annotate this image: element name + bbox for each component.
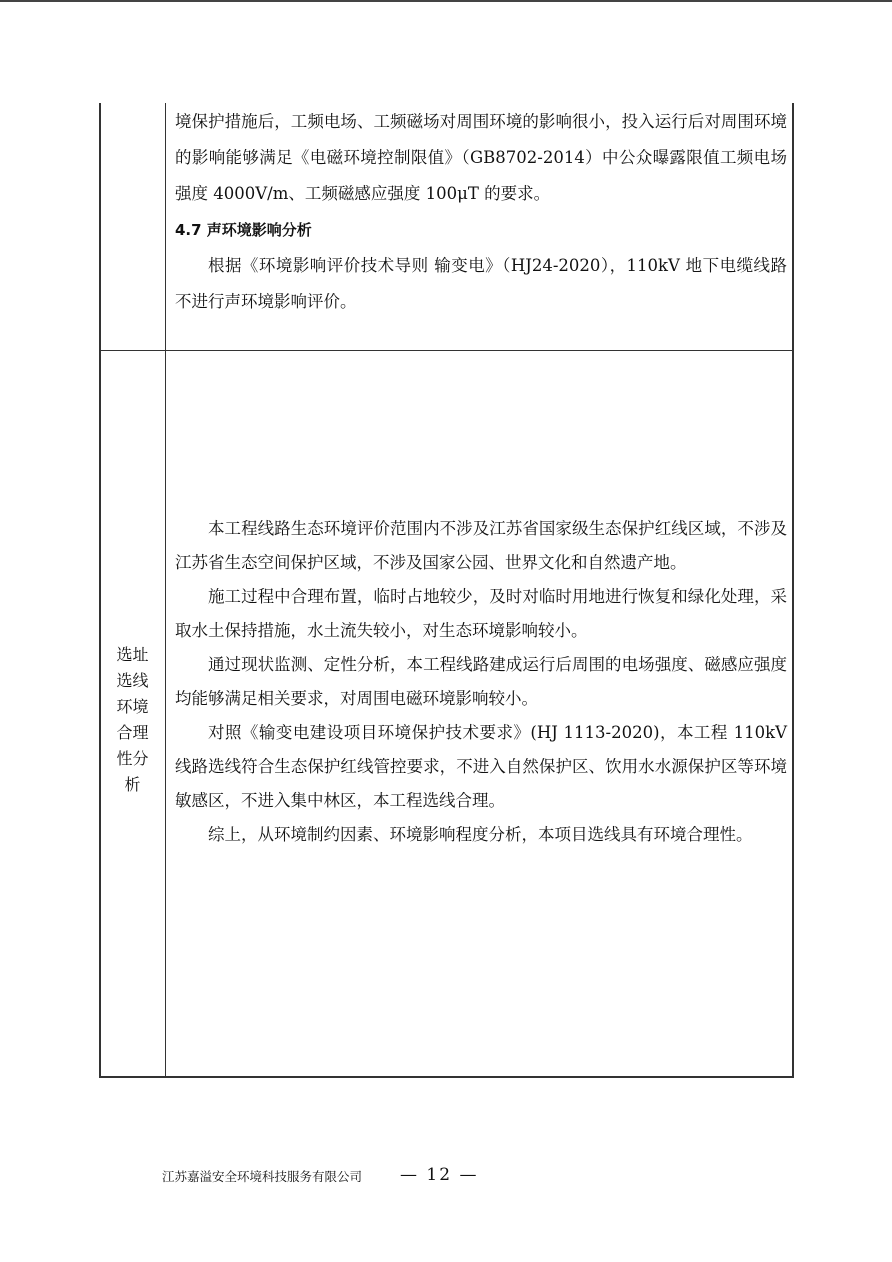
- table-right-border: [792, 103, 794, 1078]
- company-name: 江苏嘉溢安全环境科技服务有限公司: [162, 1169, 363, 1184]
- siting-paragraph: 通过现状监测、定性分析，本工程线路建成运行后周围的电场强度、磁感应强度均能够满足相关要求，对周围电磁环境影响较小。: [175, 655, 787, 708]
- row-label-line: 选址: [116, 645, 149, 664]
- row-label-line: 析: [124, 775, 141, 794]
- siting-cell-content: [175, 512, 787, 852]
- table-left-border: [99, 103, 101, 1078]
- siting-paragraph: 综上，从环境制约因素、环境影响程度分析，本项目选线具有环境合理性。: [208, 825, 753, 844]
- row-label-line: 合理: [116, 723, 149, 742]
- continued-paragraph: 境保护措施后，工频电场、工频磁场对周围环境的影响很小，投入运行后对周围环境的影响能够满足《电磁环境控制限值》（GB8702-2014）中公众曝露限值工频电场强度 4000V/m、工频磁感应强度 100μT 的要求。: [175, 112, 787, 203]
- siting-paragraph: 本工程线路生态环境评价范围内不涉及江苏省国家级生态保护红线区域，不涉及江苏省生态空间保护区域，不涉及国家公园、世界文化和自然遗产地。: [175, 519, 787, 572]
- siting-paragraph: 施工过程中合理布置，临时占地较少，及时对临时用地进行恢复和绿化处理，采取水土保持措施，水土流失较小，对生态环境影响较小。: [175, 587, 787, 640]
- page-top-border: [0, 0, 892, 2]
- page-number: — 12 —: [400, 1165, 479, 1185]
- table-row-divider: [99, 350, 794, 351]
- row-label-line: 选线: [116, 671, 149, 690]
- table-column-divider: [165, 103, 166, 1078]
- row-label-line: 环境: [116, 697, 149, 716]
- table-bottom-border: [99, 1076, 794, 1078]
- section-heading: 4.7 声环境影响分析: [175, 221, 312, 239]
- upper-cell-content: [175, 104, 787, 320]
- row-label-siting-analysis: [100, 642, 165, 798]
- noise-paragraph: 根据《环境影响评价技术导则 输变电》（HJ24-2020），110kV 地下电缆线路不进行声环境影响评价。: [175, 256, 787, 311]
- page-footer: [0, 1165, 892, 1195]
- row-label-line: 性分: [116, 749, 149, 768]
- siting-paragraph: 对照《输变电建设项目环境保护技术要求》(HJ 1113-2020)，本工程 110kV 线路选线符合生态保护红线管控要求，不进入自然保护区、饮用水水源保护区等环境敏感区，不进入集中林区，本工程选线合理。: [175, 723, 787, 810]
